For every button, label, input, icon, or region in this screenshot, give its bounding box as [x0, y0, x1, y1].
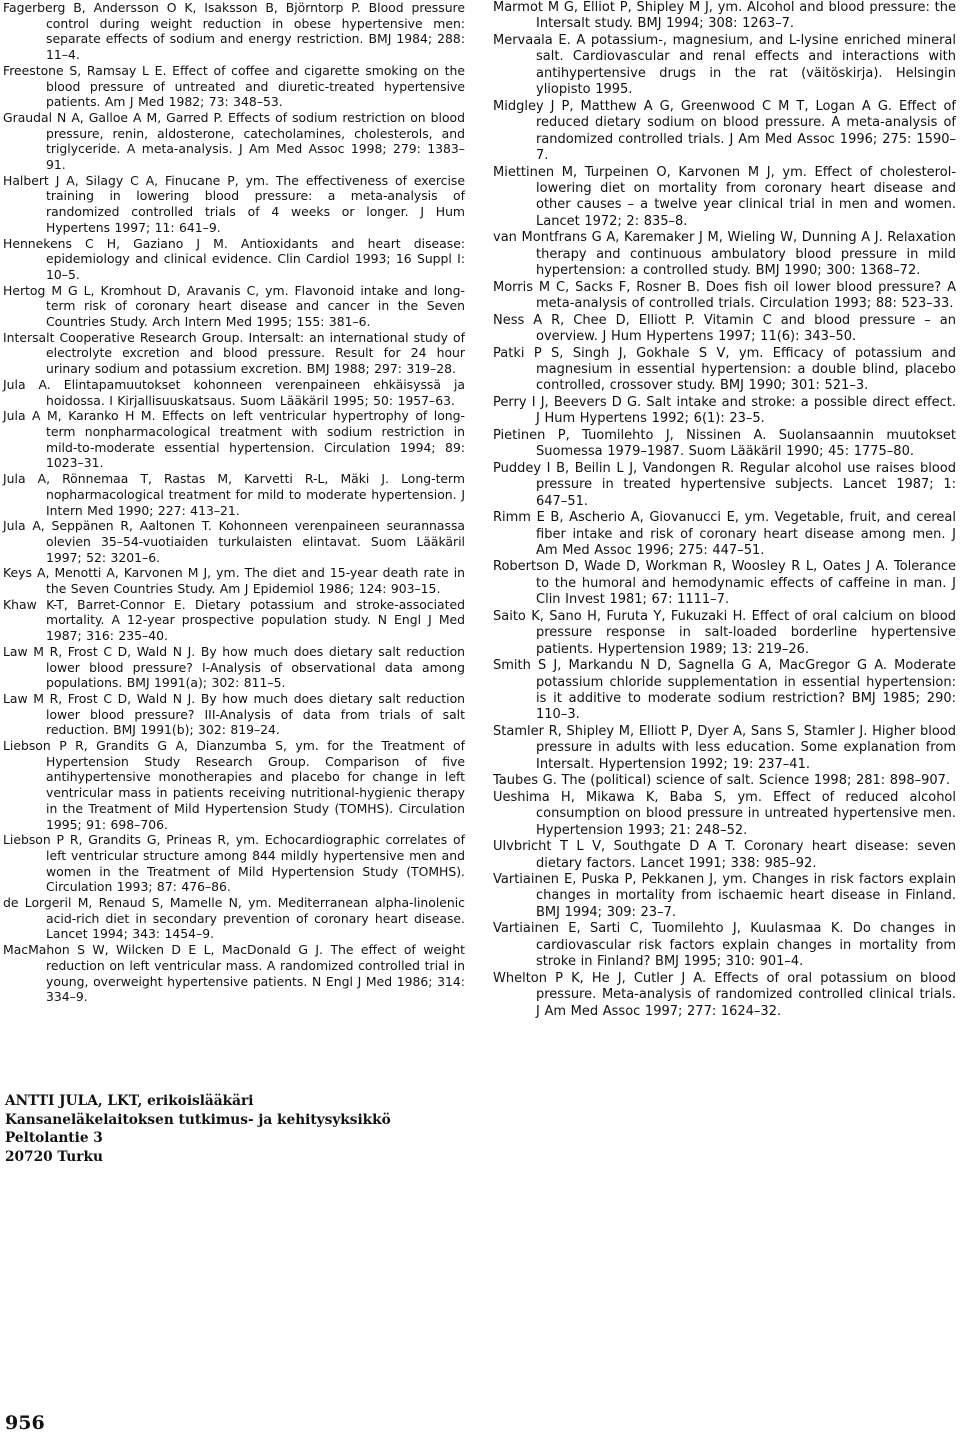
- author-name-title: ANTTI JULA, LKT, erikoislääkäri: [5, 1093, 254, 1109]
- reference-entry: Law M R, Frost C D, Wald N J. By how much does dietary salt reduction lower blood pressure? III-Analysis of data from trials of salt reduction. BMJ 1991(b); 302: 819–24.: [3, 690, 465, 738]
- reference-entry: Marmot M G, Elliot P, Shipley M J, ym. Alcohol and blood pressure: the Intersalt study. BMJ 1994; 308: 1263–7.: [493, 0, 956, 32]
- reference-entry: Law M R, Frost C D, Wald N J. By how much does dietary salt reduction lower blood pressure? I-Analysis of observational data among populations. BMJ 1991(a); 302: 811–5.: [3, 643, 465, 691]
- author-address-block: [5, 1092, 391, 1166]
- reference-entry: Jula A M, Karanko H M. Effects on left ventricular hypertrophy of long-term nonpharmacological treatment with sodium restriction in mild-to-moderate essential hypertension. Circulation 1994; 89: 1023–31.: [3, 408, 465, 471]
- author-organization: Kansaneläkelaitoksen tutkimus- ja kehitysyksikkö: [5, 1111, 391, 1128]
- reference-entry: Liebson P R, Grandits G A, Dianzumba S, ym. for the Treatment of Hypertension Study Research Group. Comparison of five antihypertensive monotherapies and placebo for change in left ventricular mass in patients receiving nutritional-hygienic therapy in the Treatment of Mild Hypertension Study (TOMHS). Circulation 1995; 91: 698–706.: [3, 738, 465, 832]
- reference-entry: Vartiainen E, Sarti C, Tuomilehto J, Kuulasmaa K. Do changes in cardiovascular risk factors explain changes in mortality from stroke in Finland? BMJ 1995; 310: 901–4.: [493, 921, 956, 970]
- reference-entry: Perry I J, Beevers D G. Salt intake and stroke: a possible direct effect. J Hum Hypertens 1992; 6(1): 23–5.: [493, 394, 956, 427]
- reference-entry: MacMahon S W, Wilcken D E L, MacDonald G J. The effect of weight reduction on left ventricular mass. A randomized controlled trial in young, overweight hypertensive patients. N Engl J Med 1986; 314: 334–9.: [3, 942, 465, 1005]
- reference-entry: Robertson D, Wade D, Workman R, Woosley R L, Oates J A. Tolerance to the humoral and hemodynamic effects of caffeine in man. J Clin Invest 1981; 67: 1111–7.: [493, 559, 956, 608]
- reference-entry: Graudal N A, Galloe A M, Garred P. Effects of sodium restriction on blood pressure, renin, aldosterone, catecholamines, cholesterols, and triglyceride. A meta-analysis. J Am Med Assoc 1998; 279: 1383–91.: [3, 109, 465, 173]
- reference-entry: Taubes G. The (political) science of salt. Science 1998; 281: 898–907.: [493, 773, 951, 789]
- reference-entry: Jula A. Elintapamuutokset kohonneen verenpaineen ehkäisyssä ja hoidossa. I Kirjallisuuskatsaus. Suom Lääkäril 1995; 50: 1957–63.: [3, 376, 465, 408]
- page-number: 956: [5, 1412, 45, 1434]
- reference-entry: van Montfrans G A, Karemaker J M, Wieling W, Dunning A J. Relaxation therapy and continuous ambulatory blood pressure in mild hypertension: a controlled study. BMJ 1990; 300: 1368–72.: [493, 230, 956, 279]
- reference-entry: Patki P S, Singh J, Gokhale S V, ym. Efficacy of potassium and magnesium in essential hypertension: a double blind, placebo controlled, crossover study. BMJ 1990; 301: 521–3.: [493, 345, 956, 394]
- reference-entry: de Lorgeril M, Renaud S, Mamelle N, ym. Mediterranean alpha-linolenic acid-rich diet in secondary prevention of coronary heart disease. Lancet 1994; 343: 1454–9.: [3, 895, 465, 942]
- reference-entry: Jula A, Seppänen R, Aaltonen T. Kohonneen verenpaineen seurannassa olevien 35–54-vuotiaiden turkulaisten elintavat. Suom Lääkäril 1997; 52: 3201–6.: [3, 518, 465, 565]
- reference-entry: Fagerberg B, Andersson O K, Isaksson B, Björntorp P. Blood pressure control during weight reduction in obese hypertensive men: separate effects of sodium and energy restriction. BMJ 1984; 288: 11–4.: [3, 0, 465, 63]
- reference-entry: Stamler R, Shipley M, Elliott P, Dyer A, Sans S, Stamler J. Higher blood pressure in adults with less education. Some explanation from Intersalt. Hypertension 1992; 19: 237–41.: [493, 723, 956, 772]
- reference-entry: Ness A R, Chee D, Elliott P. Vitamin C and blood pressure – an overview. J Hum Hypertens 1997; 11(6): 343–50.: [493, 312, 956, 345]
- reference-entry: Morris M C, Sacks F, Rosner B. Does fish oil lower blood pressure? A meta-analysis of controlled trials. Circulation 1993; 88: 523–33.: [493, 279, 956, 312]
- reference-entry: Halbert J A, Silagy C A, Finucane P, ym. The effectiveness of exercise training in lowering blood pressure: a meta-analysis of randomized controlled trials of 4 weeks or longer. J Hum Hypertens 1997; 11: 641–9.: [3, 172, 465, 235]
- reference-entry: Jula A, Rönnemaa T, Rastas M, Karvetti R-L, Mäki J. Long-term nopharmacological treatment for mild to moderate hypertension. J Intern Med 1990; 227: 413–21.: [3, 471, 465, 518]
- reference-entry: Intersalt Cooperative Research Group. Intersalt: an international study of electrolyte excretion and blood pressure. Result for 24 hour urinary sodium and potassium excretion. BMJ 1988; 297: 319–28.: [3, 329, 465, 377]
- reference-entry: Whelton P K, He J, Cutler J A. Effects of oral potassium on blood pressure. Meta-analysis of randomized controlled clinical trials. J Am Med Assoc 1997; 277: 1624–32.: [493, 970, 956, 1019]
- reference-entry: Rimm E B, Ascherio A, Giovanucci E, ym. Vegetable, fruit, and cereal fiber intake and risk of coronary heart disease among men. J Am Med Assoc 1996; 275: 447–51.: [493, 510, 956, 558]
- author-postal-city: 20720 Turku: [5, 1148, 103, 1165]
- reference-entry: Pietinen P, Tuomilehto J, Nissinen A. Suolansaannin muutokset Suomessa 1979–1987. Suom Lääkäril 1990; 45: 1775–80.: [493, 427, 956, 460]
- reference-entry: Hertog M G L, Kromhout D, Aravanis C, ym. Flavonoid intake and long-term risk of coronary heart disease and cancer in the Seven Countries Study. Arch Intern Med 1995; 155: 381–6.: [3, 282, 465, 330]
- reference-entry: Midgley J P, Matthew A G, Greenwood C M T, Logan A G. Effect of reduced dietary sodium on blood pressure. A meta-analysis of randomized controlled trials. J Am Med Assoc 1996; 275: 1590–7.: [493, 98, 956, 164]
- reference-entry: Ulvbricht T L V, Southgate D A T. Coronary heart disease: seven dietary factors. Lancet 1991; 338: 985–92.: [493, 839, 956, 871]
- reference-entry: Smith S J, Markandu N D, Sagnella G A, MacGregor G A. Moderate potassium chloride supplementation in essential hypertension: is it additive to moderate sodium restriction? BMJ 1985; 290: 110–3.: [493, 658, 956, 723]
- reference-entry: Puddey I B, Beilin L J, Vandongen R. Regular alcohol use raises blood pressure in treated hypertensive subjects. Lancet 1987; 1: 647–51.: [493, 460, 956, 509]
- references-left-column: [3, 0, 465, 1005]
- reference-entry: Saito K, Sano H, Furuta Y, Fukuzaki H. Effect of oral calcium on blood pressure response in salt-loaded borderline hypertensive patients. Hypertension 1989; 13: 219–26.: [493, 608, 956, 657]
- reference-entry: Miettinen M, Turpeinen O, Karvonen M J, ym. Effect of cholesterol-lowering diet on mortality from coronary heart disease and other causes – a twelve year clinical trial in men and women. Lancet 1972; 2: 835–8.: [493, 164, 956, 229]
- author-street-address: Peltolantie 3: [5, 1130, 103, 1147]
- reference-entry: Mervaala E. A potassium-, magnesium, and L-lysine enriched mineral salt. Cardiovascular and renal effects and interactions with antihypertensive drugs in the rat (väitöskirja). Helsingin yliopisto 1995.: [493, 32, 956, 98]
- reference-entry: Ueshima H, Mikawa K, Baba S, ym. Effect of reduced alcohol consumption on blood pressure in untreated hypertensive men. Hypertension 1993; 21: 248–52.: [493, 789, 956, 838]
- reference-entry: Khaw K-T, Barret-Connor E. Dietary potassium and stroke-associated mortality. A 12-year prospective population study. N Engl J Med 1987; 316: 235–40.: [3, 596, 465, 644]
- reference-entry: Keys A, Menotti A, Karvonen M J, ym. The diet and 15-year death rate in the Seven Countries Study. Am J Epidemiol 1986; 124: 903–15.: [3, 565, 465, 597]
- reference-entry: Vartiainen E, Puska P, Pekkanen J, ym. Changes in risk factors explain changes in mortality from ischaemic heart disease in Finland. BMJ 1994; 309: 23–7.: [493, 872, 956, 920]
- reference-entry: Hennekens C H, Gaziano J M. Antioxidants and heart disease: epidemiology and clinical evidence. Clin Cardiol 1993; 16 Suppl I: 10–5.: [3, 235, 465, 282]
- reference-entry: Liebson P R, Grandits G, Prineas R, ym. Echocardiographic correlates of left ventricular structure among 844 mildly hypertensive men and women in the Treatment of Mild Hypertension Study (TOMHS). Circulation 1993; 87: 476–86.: [3, 832, 465, 895]
- reference-entry: Freestone S, Ramsay L E. Effect of coffee and cigarette smoking on the blood pressure of untreated and diuretic-treated hypertensive patients. Am J Med 1982; 73: 348–53.: [3, 62, 465, 110]
- references-right-column: [493, 0, 956, 1020]
